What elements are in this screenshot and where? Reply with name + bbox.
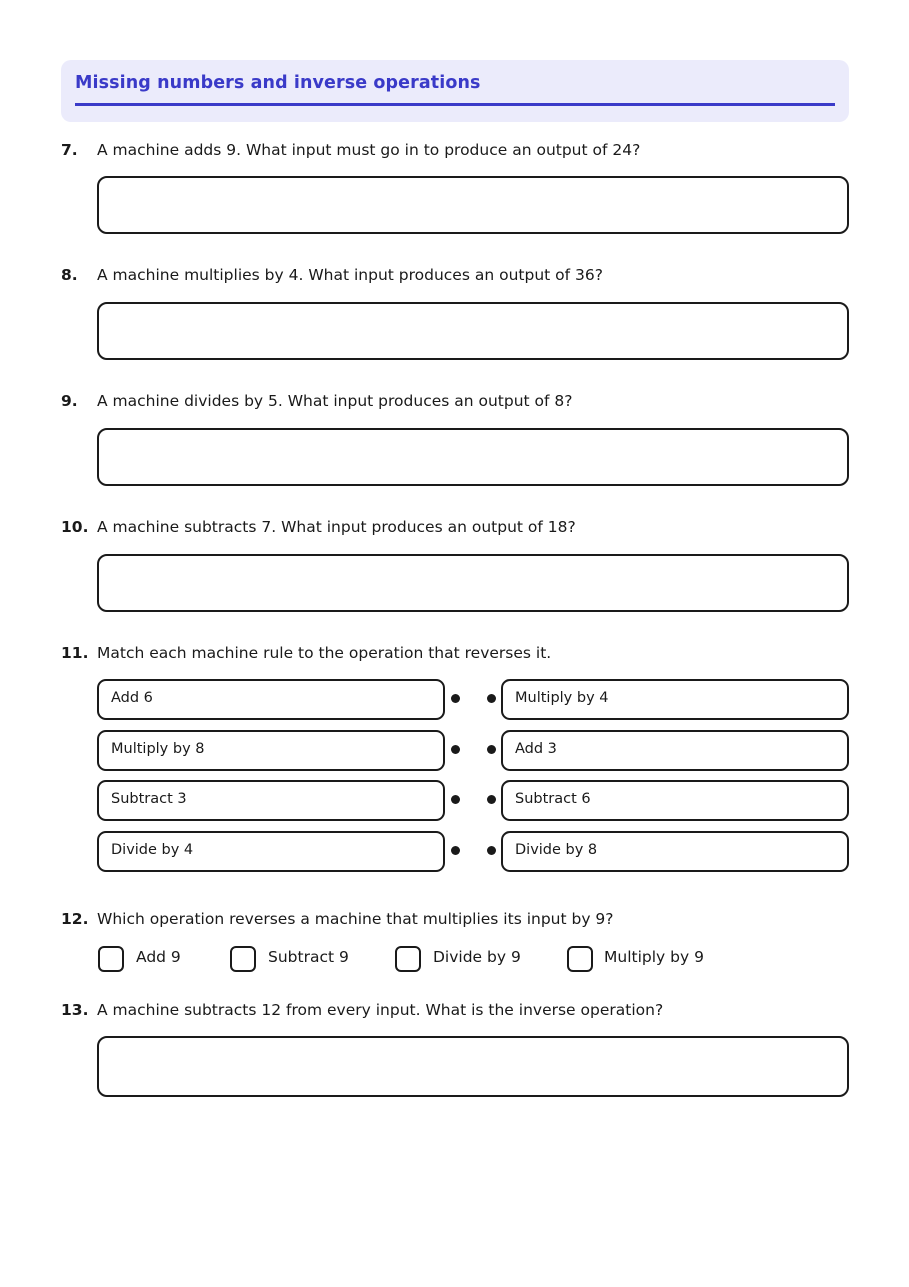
match-right-dot[interactable]: [487, 745, 496, 754]
match-left-dot[interactable]: [451, 694, 460, 703]
match-left-item[interactable]: [97, 679, 445, 720]
question-8-answer-box[interactable]: [97, 302, 849, 360]
match-right-item[interactable]: [501, 679, 849, 720]
question-13-text: A machine subtracts 12 from every input. What is the inverse operation?: [97, 1001, 664, 1019]
question-10-text: A machine subtracts 7. What input produces an output of 18?: [97, 518, 576, 536]
match-right-dot[interactable]: [487, 694, 496, 703]
option-label: Add 9: [136, 948, 181, 966]
match-right-label: Add 3: [515, 741, 557, 757]
question-10-answer-box[interactable]: [97, 554, 849, 612]
match-left-label: Divide by 4: [111, 842, 194, 858]
match-right-item[interactable]: [501, 780, 849, 821]
question-13-number: 13.: [61, 1001, 89, 1019]
question-8-text: A machine multiplies by 4. What input produces an output of 36?: [97, 266, 603, 284]
match-left-dot[interactable]: [451, 795, 460, 804]
option-checkbox[interactable]: [98, 946, 124, 972]
match-right-label: Multiply by 4: [515, 690, 609, 706]
match-left-item[interactable]: [97, 730, 445, 771]
match-right-label: Divide by 8: [515, 842, 598, 858]
match-left-label: Add 6: [111, 690, 153, 706]
option-label: Divide by 9: [433, 948, 521, 966]
option-checkbox[interactable]: [230, 946, 256, 972]
option-label: Multiply by 9: [604, 948, 704, 966]
match-left-item[interactable]: [97, 831, 445, 872]
section-title: Missing numbers and inverse operations: [75, 73, 481, 93]
option-checkbox[interactable]: [567, 946, 593, 972]
option-checkbox[interactable]: [395, 946, 421, 972]
question-8-number: 8.: [61, 266, 78, 284]
match-left-label: Multiply by 8: [111, 741, 205, 757]
match-left-item[interactable]: [97, 780, 445, 821]
match-left-dot[interactable]: [451, 846, 460, 855]
match-right-item[interactable]: [501, 831, 849, 872]
match-right-dot[interactable]: [487, 846, 496, 855]
question-9-number: 9.: [61, 392, 78, 410]
section-header: [61, 60, 849, 122]
match-left-label: Subtract 3: [111, 791, 187, 807]
match-right-label: Subtract 6: [515, 791, 591, 807]
question-12-text: Which operation reverses a machine that multiplies its input by 9?: [97, 910, 614, 928]
match-right-dot[interactable]: [487, 795, 496, 804]
question-7-number: 7.: [61, 141, 78, 159]
section-underline: [75, 103, 835, 106]
question-7-text: A machine adds 9. What input must go in to produce an output of 24?: [97, 141, 641, 159]
match-right-item[interactable]: [501, 730, 849, 771]
question-9-answer-box[interactable]: [97, 428, 849, 486]
question-10-number: 10.: [61, 518, 89, 536]
question-12-number: 12.: [61, 910, 89, 928]
question-11-number: 11.: [61, 644, 89, 662]
question-9-text: A machine divides by 5. What input produces an output of 8?: [97, 392, 573, 410]
match-left-dot[interactable]: [451, 745, 460, 754]
question-13-answer-box[interactable]: [97, 1036, 849, 1097]
question-11-text: Match each machine rule to the operation that reverses it.: [97, 644, 552, 662]
option-label: Subtract 9: [268, 948, 349, 966]
question-7-answer-box[interactable]: [97, 176, 849, 234]
